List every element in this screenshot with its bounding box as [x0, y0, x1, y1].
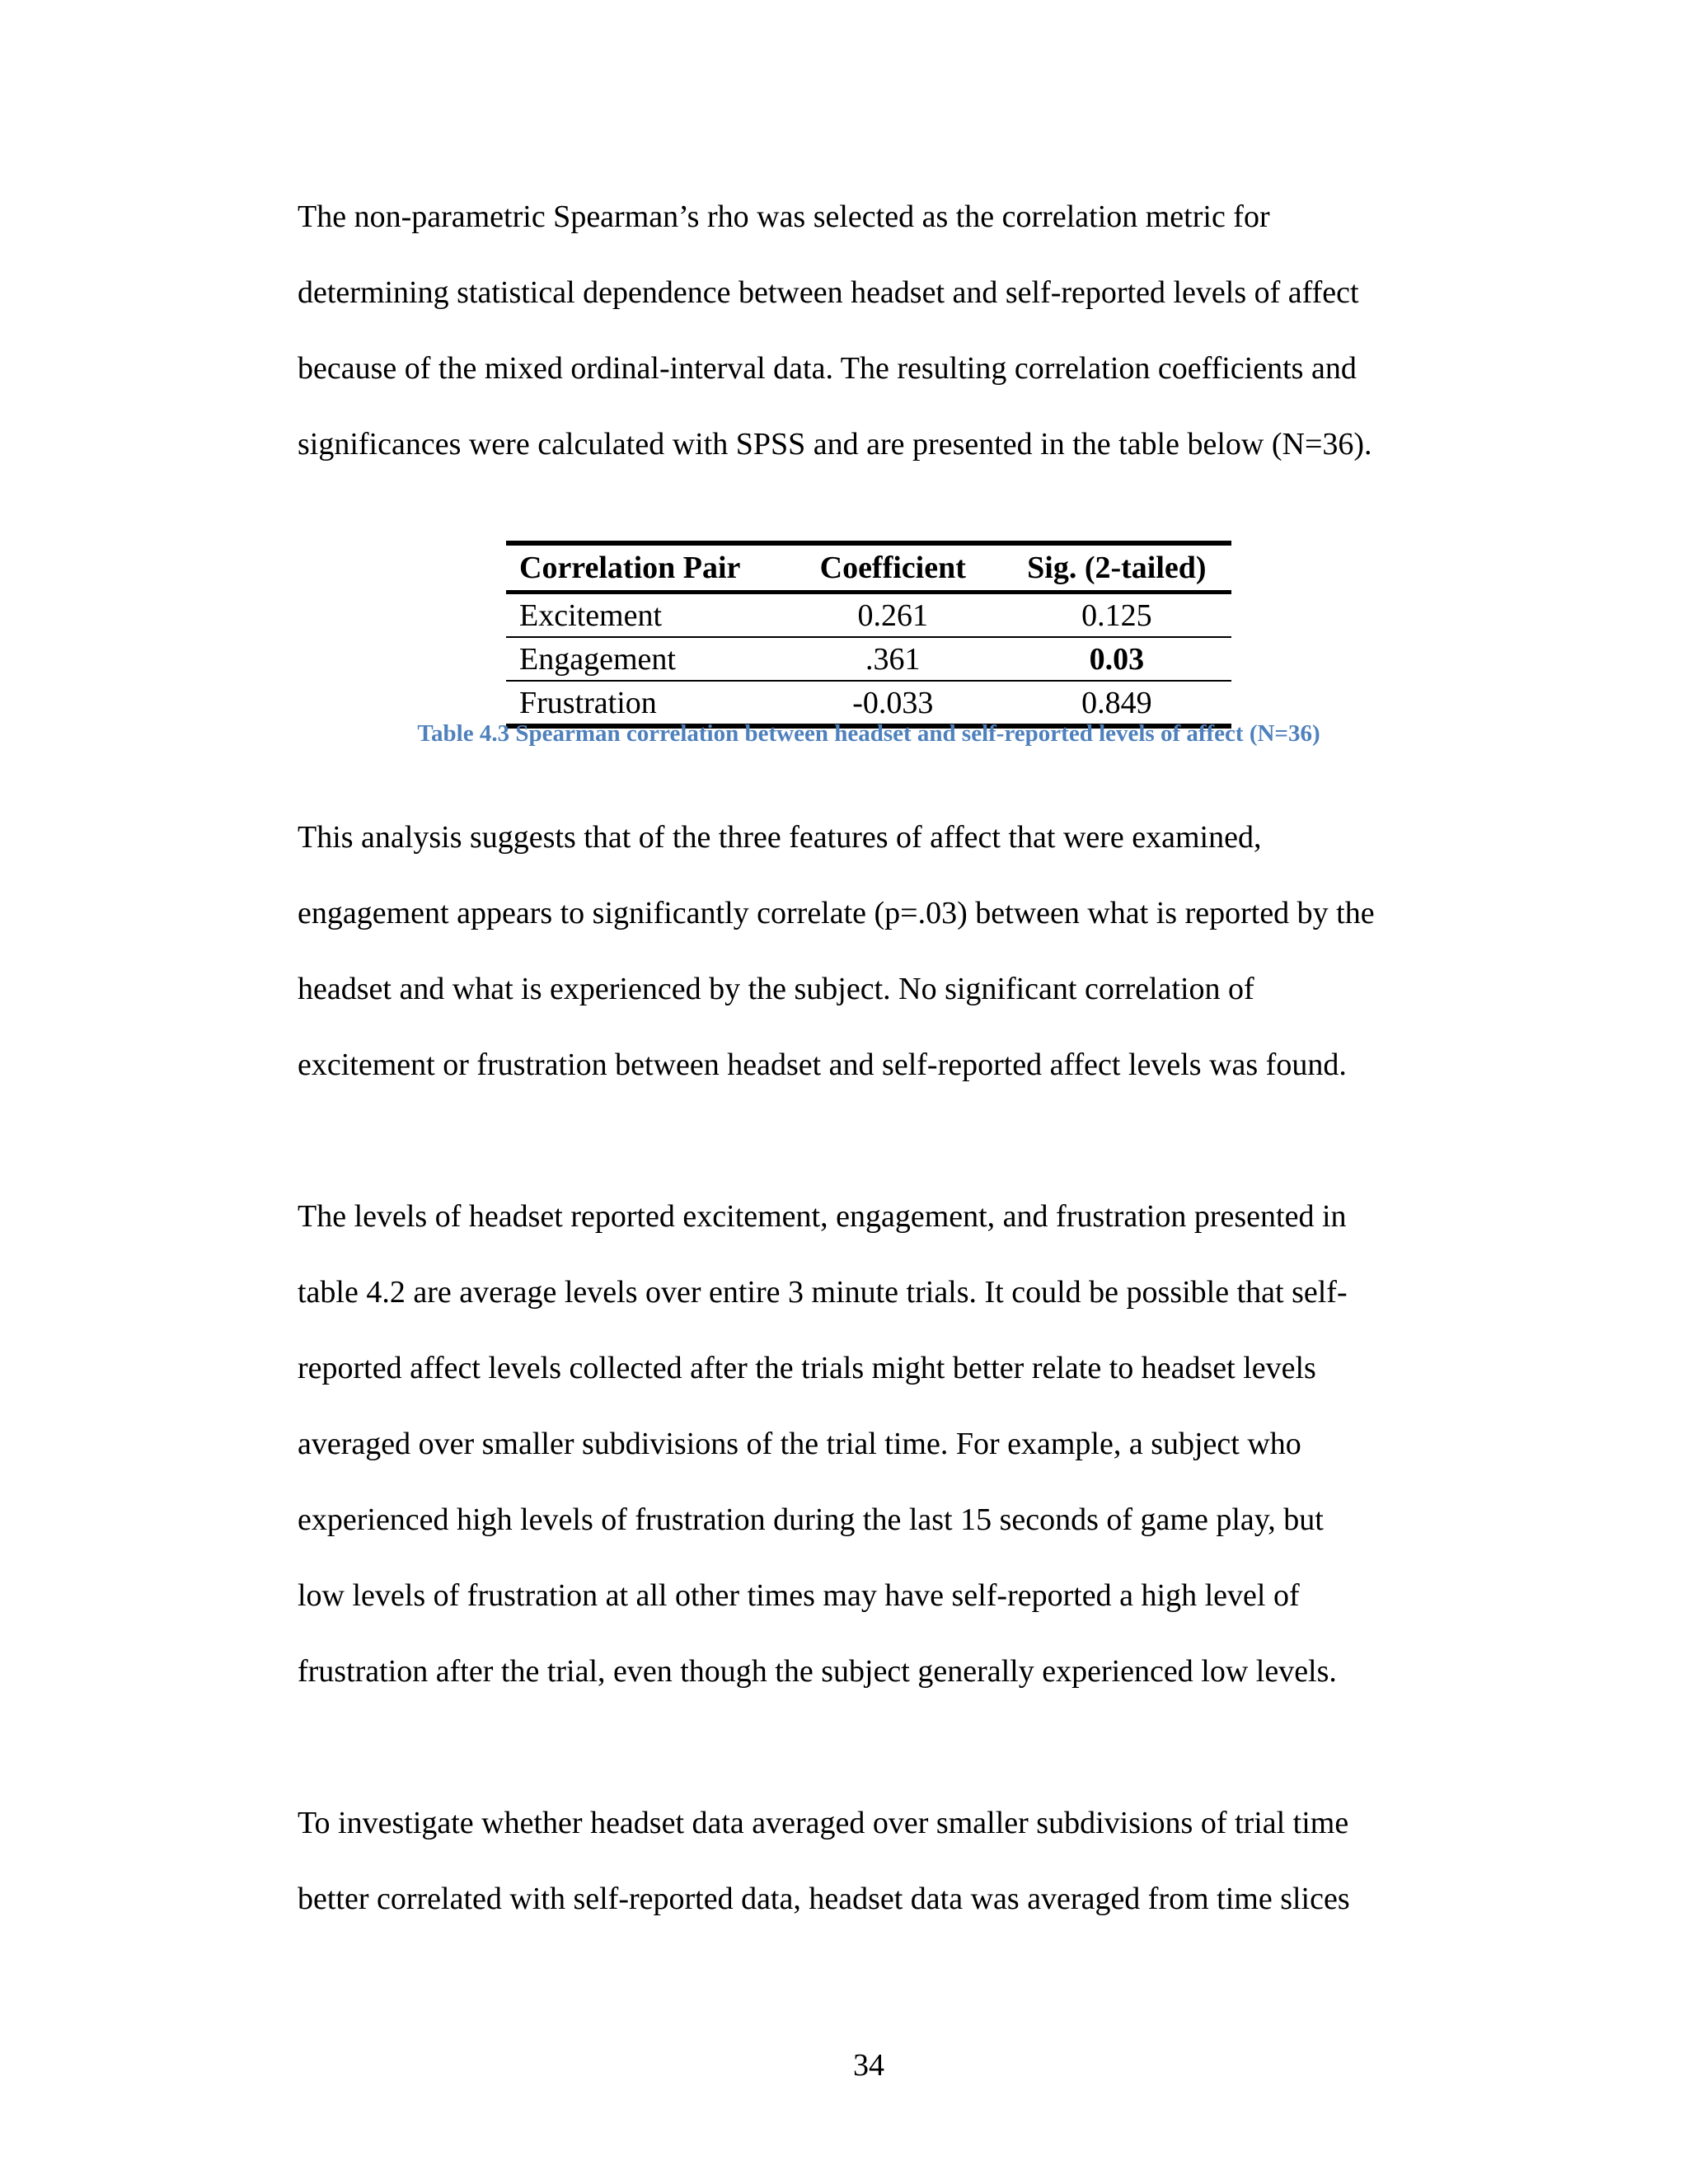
cell-pair: Frustration [519, 685, 657, 720]
header-significance: Sig. (2-tailed) [1027, 551, 1207, 585]
paragraph-line: reported affect levels collected after the trials might better relate to headset levels [298, 1351, 1316, 1385]
cell-coefficient: -0.033 [852, 685, 934, 720]
correlation-table-container [506, 541, 1231, 729]
paragraph-line: experienced high levels of frustration during the last 15 seconds of game play, but [298, 1502, 1324, 1537]
paragraph-line: because of the mixed ordinal-interval data. The resulting correlation coefficients and [298, 351, 1357, 386]
header-coefficient: Coefficient [819, 551, 966, 585]
table-caption: Table 4.3 Spearman correlation between headset and self-reported levels of affect (N=36) [417, 720, 1320, 747]
page-number: 34 [853, 2048, 884, 2083]
correlation-table [506, 541, 1231, 729]
paragraph-line: significances were calculated with SPSS and are presented in the table below (N=36). [298, 427, 1372, 462]
paragraph-line: engagement appears to significantly correlate (p=.03) between what is reported by the [298, 896, 1375, 930]
table-row [506, 681, 1231, 726]
paragraph-line: frustration after the trial, even though the subject generally experienced low levels. [298, 1654, 1337, 1689]
cell-pair: Excitement [519, 598, 663, 633]
table-header-row [506, 543, 1231, 593]
paragraph-line: excitement or frustration between headset and self-reported affect levels was found. [298, 1047, 1347, 1082]
paragraph-line: determining statistical dependence between headset and self-reported levels of affect [298, 275, 1359, 310]
paragraph-line: headset and what is experienced by the subject. No significant correlation of [298, 972, 1254, 1006]
paragraph-line: The non-parametric Spearman’s rho was selected as the correlation metric for [298, 199, 1270, 234]
cell-significance-significant: 0.03 [1089, 641, 1145, 677]
cell-significance: 0.849 [1081, 685, 1152, 720]
paragraph-line: better correlated with self-reported data, headset data was averaged from time slices [298, 1882, 1350, 1916]
header-correlation-pair: Correlation Pair [519, 551, 741, 585]
paragraph-line: To investigate whether headset data averaged over smaller subdivisions of trial time [298, 1806, 1349, 1840]
paragraph-line: averaged over smaller subdivisions of the trial time. For example, a subject who [298, 1427, 1301, 1461]
cell-significance: 0.125 [1081, 598, 1152, 633]
table-row [506, 637, 1231, 681]
cell-pair: Engagement [519, 641, 676, 677]
cell-coefficient: .361 [865, 641, 921, 677]
table-row [506, 593, 1231, 638]
paragraph-line: table 4.2 are average levels over entire 3 minute trials. It could be possible that self- [298, 1275, 1348, 1310]
paragraph-line: This analysis suggests that of the three features of affect that were examined, [298, 820, 1262, 855]
paragraph-line: The levels of headset reported excitement, engagement, and frustration presented in [298, 1199, 1347, 1234]
cell-coefficient: 0.261 [857, 598, 929, 633]
paragraph-line: low levels of frustration at all other times may have self-reported a high level of [298, 1578, 1300, 1613]
